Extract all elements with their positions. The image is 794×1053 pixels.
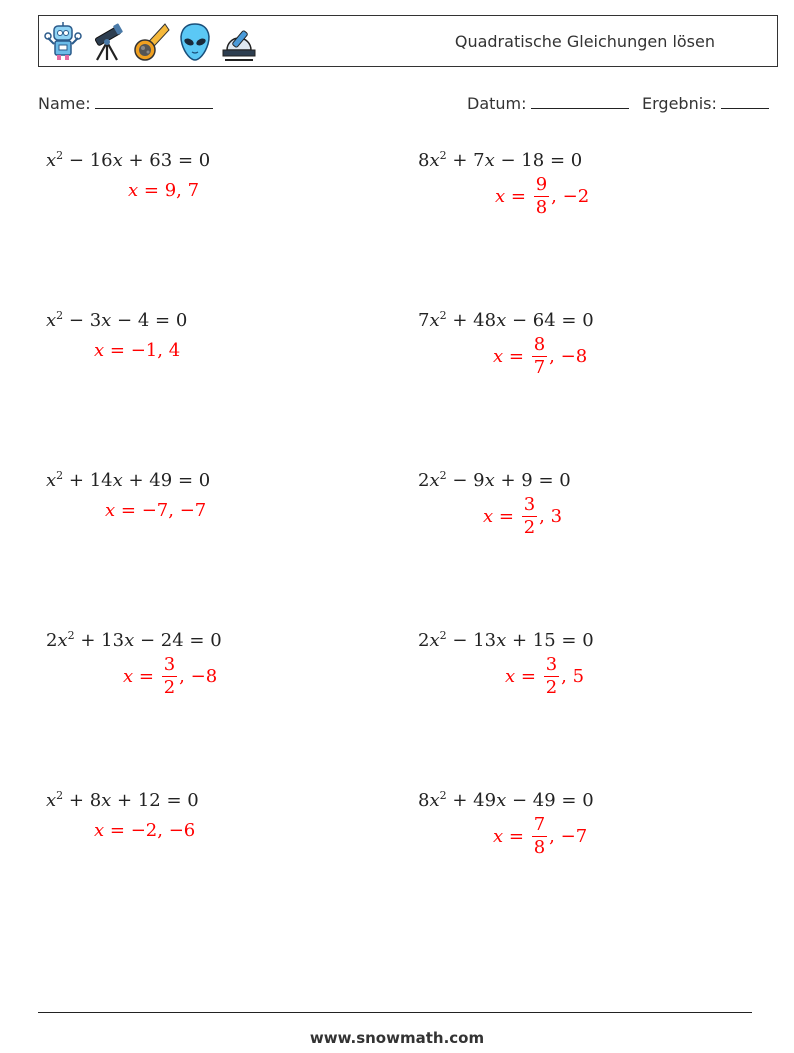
answer: x = $\frac{7}{8}$ , −7 xyxy=(493,814,588,858)
observatory-icon xyxy=(219,20,259,64)
score-label: Ergebnis: xyxy=(642,94,717,113)
answer: x = −1, 4 xyxy=(94,340,181,361)
answer: x = 9, 7 xyxy=(128,180,200,201)
answer: x = $\frac{8}{7}$ , −8 xyxy=(493,334,588,378)
equation: $2x^2 + 13x - 24 = 0$ xyxy=(46,629,222,651)
name-label: Name: xyxy=(38,94,91,113)
date-field[interactable] xyxy=(467,94,629,113)
answer-fraction: $\frac{3}{2}$ xyxy=(545,654,558,698)
equation: $8x^2 + 49x - 49 = 0$ xyxy=(418,789,594,811)
footer-url: www.snowmath.com xyxy=(309,1029,485,1047)
footer-divider xyxy=(38,1012,752,1013)
equation: $x^2 - 16x + 63 = 0$ xyxy=(46,149,211,171)
alien-icon xyxy=(175,20,215,64)
date-label: Datum: xyxy=(467,94,527,113)
answer: x = $\frac{3}{2}$ , 3 xyxy=(483,494,563,538)
worksheet-title: Quadratische Gleichungen lösen xyxy=(454,32,715,51)
equation: $x^2 + 8x + 12 = 0$ xyxy=(46,789,199,811)
equation: $x^2 + 14x + 49 = 0$ xyxy=(46,469,211,491)
answer-fraction: $\frac{3}{2}$ xyxy=(163,654,176,698)
answer: x = −2, −6 xyxy=(94,820,196,841)
answer-fraction: $\frac{3}{2}$ xyxy=(523,494,536,538)
equation: $7x^2 + 48x - 64 = 0$ xyxy=(418,309,594,331)
answer-fraction: $\frac{8}{7}$ xyxy=(533,334,546,378)
worksheet-header xyxy=(38,15,778,67)
equation: $x^2 - 3x - 4 = 0$ xyxy=(46,309,188,331)
name-line[interactable] xyxy=(95,94,213,109)
answer-fraction: $\frac{9}{8}$ xyxy=(535,174,548,218)
date-line[interactable] xyxy=(531,94,629,109)
telescope-icon xyxy=(87,20,127,64)
answer-fraction: $\frac{7}{8}$ xyxy=(533,814,546,858)
header-icons xyxy=(43,19,259,65)
answer: x = $\frac{3}{2}$ , 5 xyxy=(505,654,585,698)
name-field[interactable] xyxy=(38,94,213,113)
equation: $2x^2 - 13x + 15 = 0$ xyxy=(418,629,594,651)
score-field[interactable] xyxy=(642,94,769,113)
score-line[interactable] xyxy=(721,94,769,109)
equation: $2x^2 - 9x + 9 = 0$ xyxy=(418,469,571,491)
answer: x = $\frac{9}{8}$ , −2 xyxy=(495,174,590,218)
robot-icon xyxy=(43,20,83,64)
meteor-icon xyxy=(131,20,171,64)
answer: x = $\frac{3}{2}$ , −8 xyxy=(123,654,218,698)
equation: $8x^2 + 7x - 18 = 0$ xyxy=(418,149,583,171)
answer: x = −7, −7 xyxy=(105,500,207,521)
